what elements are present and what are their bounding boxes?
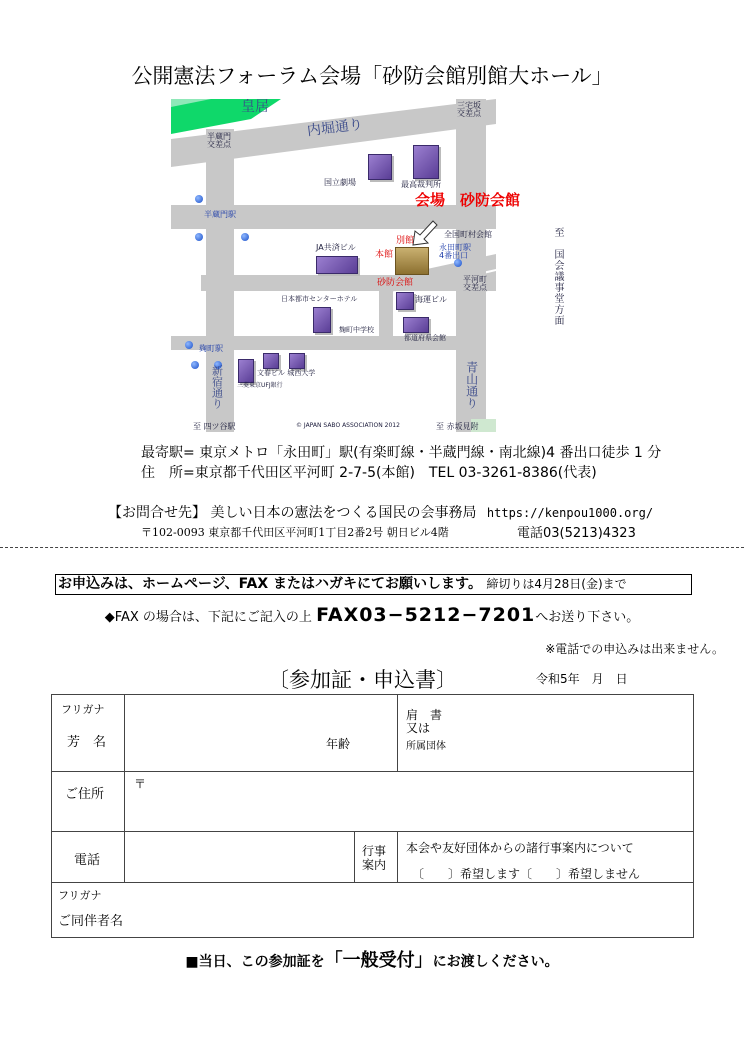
map-label-zenkoku-choson: 全国町村会館 [444,230,492,239]
supreme-court-building [413,145,439,179]
national-theater-building [368,154,392,180]
apply-banner-main: お申込みは、ホームページ、FAX またはハガキにてお願いします。 [58,576,482,592]
map-label-kojimachi-station: 麹町駅 [199,344,223,353]
form-date: 令和5年 月 日 [536,672,628,686]
furigana2-label: フリガナ [58,889,102,902]
footer-note [0,946,744,972]
map-label-hanzomon-cross: 半蔵門 交差点 [207,132,231,150]
phone-note: ※電話での申込みは出来ません。 [545,642,724,656]
phone-field[interactable] [132,835,350,879]
footer-pre: ■当日、この参加証を [185,954,325,970]
josai-building-2 [289,353,305,369]
map-label-shinjuku-dori: 新宿通り [210,365,224,409]
guide-options[interactable]: 〔 〕希望します〔 〕希望しません [412,867,641,881]
map-label-hanzomon-station: 半蔵門駅 [204,210,236,219]
name-field[interactable] [132,699,392,767]
contact-phone: 電話03(5213)4323 [517,526,636,541]
station-marker [191,361,199,369]
address-field[interactable] [148,775,688,827]
venue-address: 住 所=東京都千代田区平河町 2-7-5(本館) TEL 03-3261-8386(代表) [141,465,597,481]
todofuken-building [403,317,429,333]
josai-building-1 [263,353,279,369]
to-kokkai-label: 至 国会議事堂方面 [552,227,563,326]
kaiun-building [396,292,414,310]
footer-emph: 「一般受付」 [324,950,433,971]
fax-prefix: ◆FAX の場合は、下記にご記入の上 [104,610,312,625]
col-divider [354,831,355,882]
map-label-nihon-toshi: 日本都市センターホテル [281,295,358,303]
title-label: 肩 書 又は [406,708,443,735]
map-label-kojimachi-school: 麹町中学校 [339,326,374,334]
row-divider [52,882,693,883]
map-label-nagatacho-station: 永田町駅 4番出口 [439,243,471,261]
apply-banner [55,574,692,595]
map-label-bekkan: 別館 [396,236,415,246]
venue-label: 会場 砂防会館 [415,191,521,209]
sabo-kaikan-building [395,247,429,275]
city-hotel-building [313,307,331,333]
row-divider [52,771,693,772]
ja-building [316,256,358,274]
venue-map [171,99,496,432]
fax-instruction [0,604,744,626]
postal-mark: 〒 [134,777,147,791]
map-label-mufg: 三菱東京UFJ銀行 [237,382,283,389]
name-label: 芳 名 [67,735,107,750]
address-label: ご住所 [65,787,105,802]
map-label-honkan: 本館 [375,250,394,260]
nearest-station: 最寄駅= 東京メトロ「永田町」駅(有楽町線・半蔵門線・南北線)4 番出口徒歩 1 分 [141,445,662,461]
map-label-todofuken: 都道府県会館 [404,334,446,342]
map-label-to-akasaka: 至 赤坂見附 [436,422,479,431]
companion-label: ご同伴者名 [58,914,124,929]
cut-line [0,547,744,548]
venue-arrow-icon [411,217,441,247]
map-label-ja-kyosai: JA共済ビル [316,243,356,252]
apply-deadline: 締切りは4月28日(金)まで [486,577,627,591]
map-label-kaiun: 海運ビル [415,295,447,304]
map-label-hirakawacho: 平河町 交差点 [463,275,487,293]
age-label: 年齢 [326,737,351,751]
companion-field[interactable] [142,887,687,932]
row-divider [52,831,693,832]
station-marker [241,233,249,241]
guide-question: 本会や友好団体からの諸行事案内について [406,841,634,855]
contact-org: 美しい日本の憲法をつくる国民の会事務局 [210,505,477,521]
station-marker [185,341,193,349]
map-label-national-theater: 国立劇場 [324,178,356,187]
fax-suffix: へお送り下さい。 [535,610,640,625]
map-label-uchibori: 内堀通り [306,116,364,140]
form-title: 〔参加証・申込書〕 [268,668,457,692]
page-title: 公開憲法フォーラム会場「砂防会館別館大ホール」 [131,64,613,88]
contact-heading: 【お問合せ先】 [108,505,206,521]
col-divider [124,695,125,882]
map-label-bunshun: 文春ビル 城西大学 [257,369,316,377]
fax-number: FAX03−5212−7201 [316,604,536,626]
map-label-to-yotsuya: 至 四ツ谷駅 [193,422,236,431]
application-form [51,694,694,938]
map-label-supreme-court: 最高裁判所 [401,180,441,189]
bunshun-building [238,359,254,383]
furigana-label: フリガナ [61,703,105,716]
map-label-sabo-kaikan: 砂防会館 [377,278,414,288]
contact-line [108,502,653,522]
map-label-miyakezaka: 三宅坂 交差点 [457,101,481,119]
station-marker [195,233,203,241]
map-label-kokyo: 皇居 [241,99,269,115]
map-copyright: © JAPAN SABO ASSOCIATION 2012 [296,422,400,429]
contact-url[interactable]: https://kenpou1000.org/ [486,506,654,520]
map-label-aoyama-dori: 青山通り [464,361,479,409]
station-marker [195,195,203,203]
footer-post: にお渡しください。 [432,954,559,970]
col-divider [397,831,398,882]
col-divider [397,695,398,771]
phone-label: 電話 [74,853,101,868]
org-label: 所属団体 [406,741,446,752]
guide-label: 行事 案内 [362,844,387,872]
contact-address: 〒102-0093 東京都千代田区平河町1丁目2番2号 朝日ビル4階 [141,526,449,539]
